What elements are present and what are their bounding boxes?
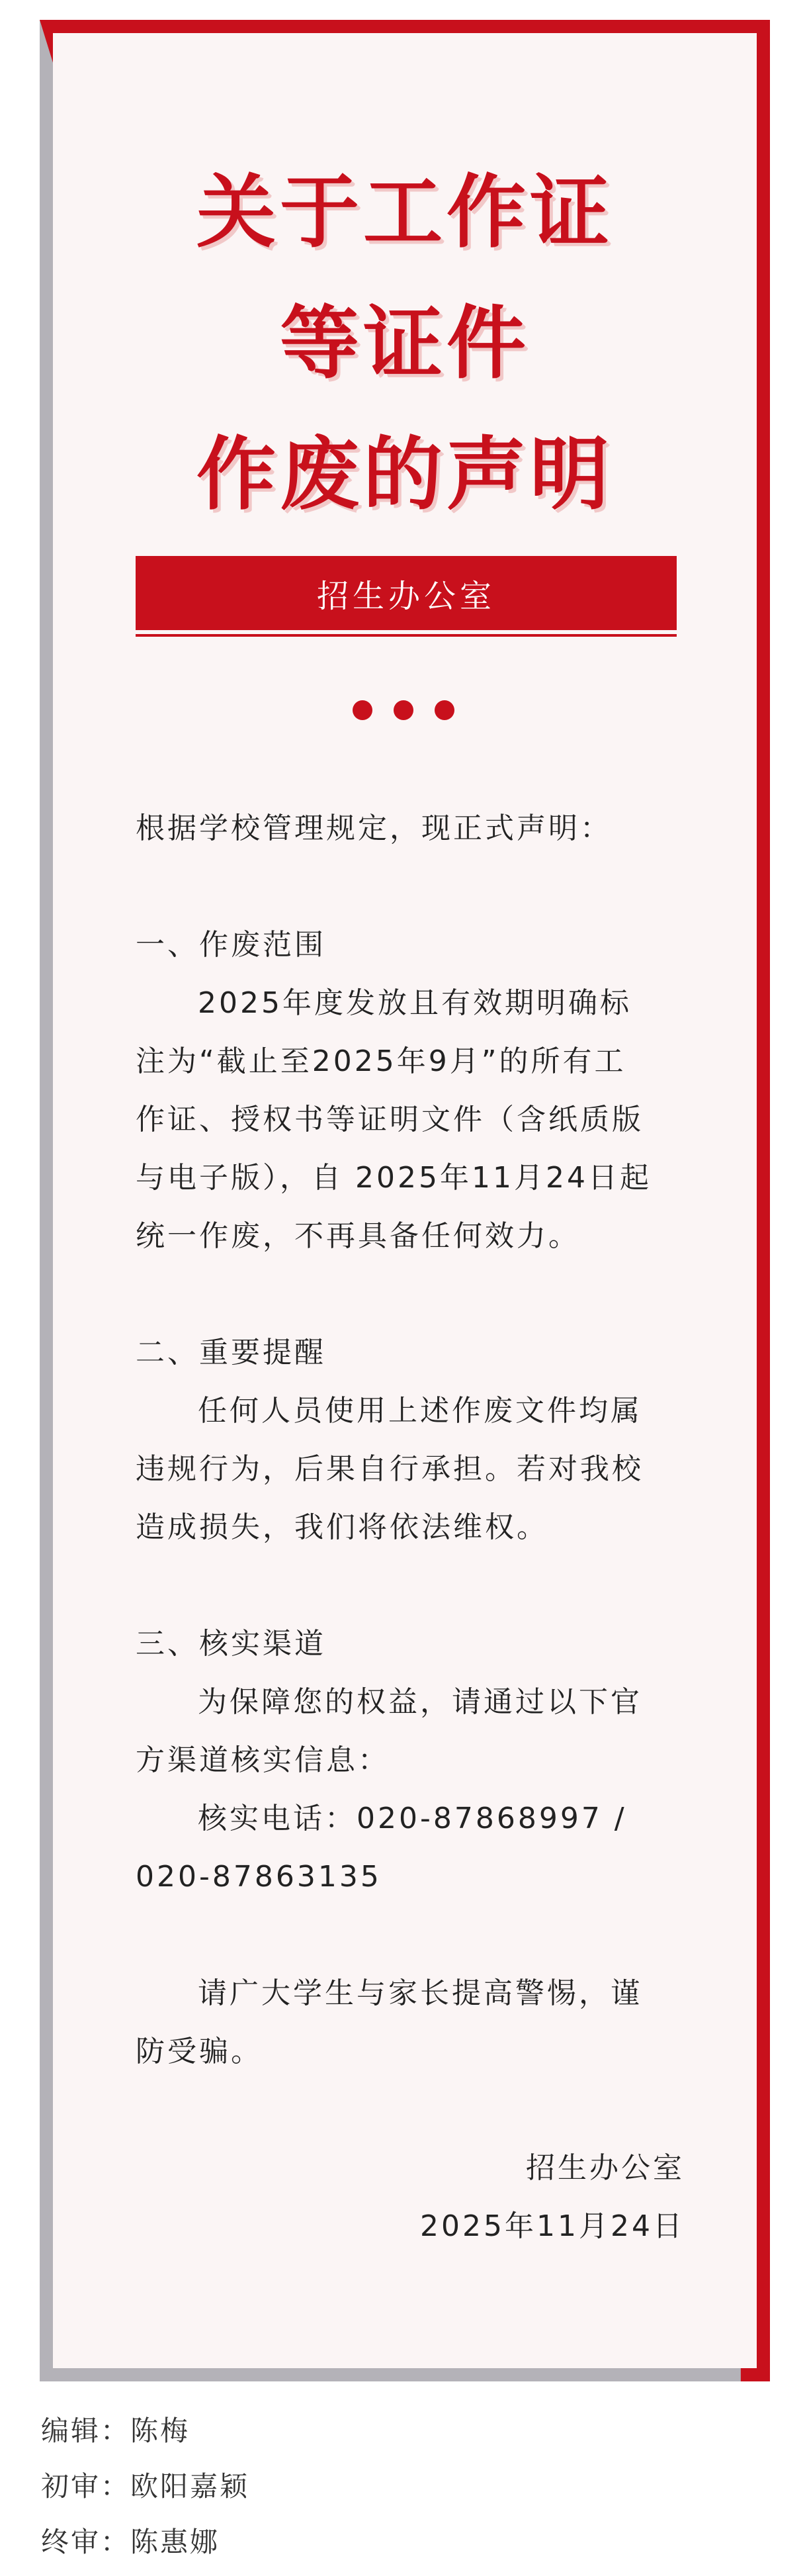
section3-line-1: 为保障您的权益，请通过以下官 [198,1685,642,1719]
closing-line-2: 防受骗。 [136,2035,263,2068]
signature-date: 2025年11月24日 [420,2209,685,2243]
section1-line-2: 注为“截止至2025年9月”的所有工 [136,1044,626,1078]
intro-text: 根据学校管理规定，现正式声明： [136,811,612,845]
section1-heading: 一、作废范围 [136,928,326,962]
section3-line-2: 方渠道核实信息： [136,1743,390,1777]
divider-dots [0,700,807,720]
hotline-number-2: 020-87863135 [136,1860,382,1894]
banner-office: 招生办公室 [136,556,677,630]
signature-office: 招生办公室 [526,2151,685,2185]
section2-line-1: 任何人员使用上述作废文件均属 [198,1394,642,1428]
section3-heading: 三、核实渠道 [136,1627,326,1661]
credit-final-review: 终审：陈惠娜 [41,2526,220,2558]
title-line-1: 关于工作证 [196,167,613,259]
banner-underline [136,634,677,637]
title-line-3: 作废的声明 [196,429,613,521]
credit-first-review: 初审：欧阳嘉颖 [41,2470,250,2503]
title-line-2: 等证件 [280,298,530,390]
section2-heading: 二、重要提醒 [136,1336,326,1369]
hotline-text: 核实电话：020-87868997 / [198,1802,627,1835]
dot-3 [435,700,454,720]
credit-editor: 编辑：陈梅 [41,2415,191,2447]
dot-1 [353,700,372,720]
section1-line-4: 与电子版），自 2025年11月24日起 [136,1161,652,1195]
section1-line-1: 2025年度发放且有效期明确标 [198,986,632,1020]
section2-line-3: 造成损失，我们将依法维权。 [136,1510,548,1544]
closing-line-1: 请广大学生与家长提高警惕，谨 [198,1976,642,2010]
section1-line-3: 作证、授权书等证明文件（含纸质版 [136,1103,644,1136]
dot-2 [394,700,413,720]
section1-line-5: 统一作废，不再具备任何效力。 [136,1219,580,1253]
section2-line-2: 违规行为，后果自行承担。若对我校 [136,1452,644,1486]
